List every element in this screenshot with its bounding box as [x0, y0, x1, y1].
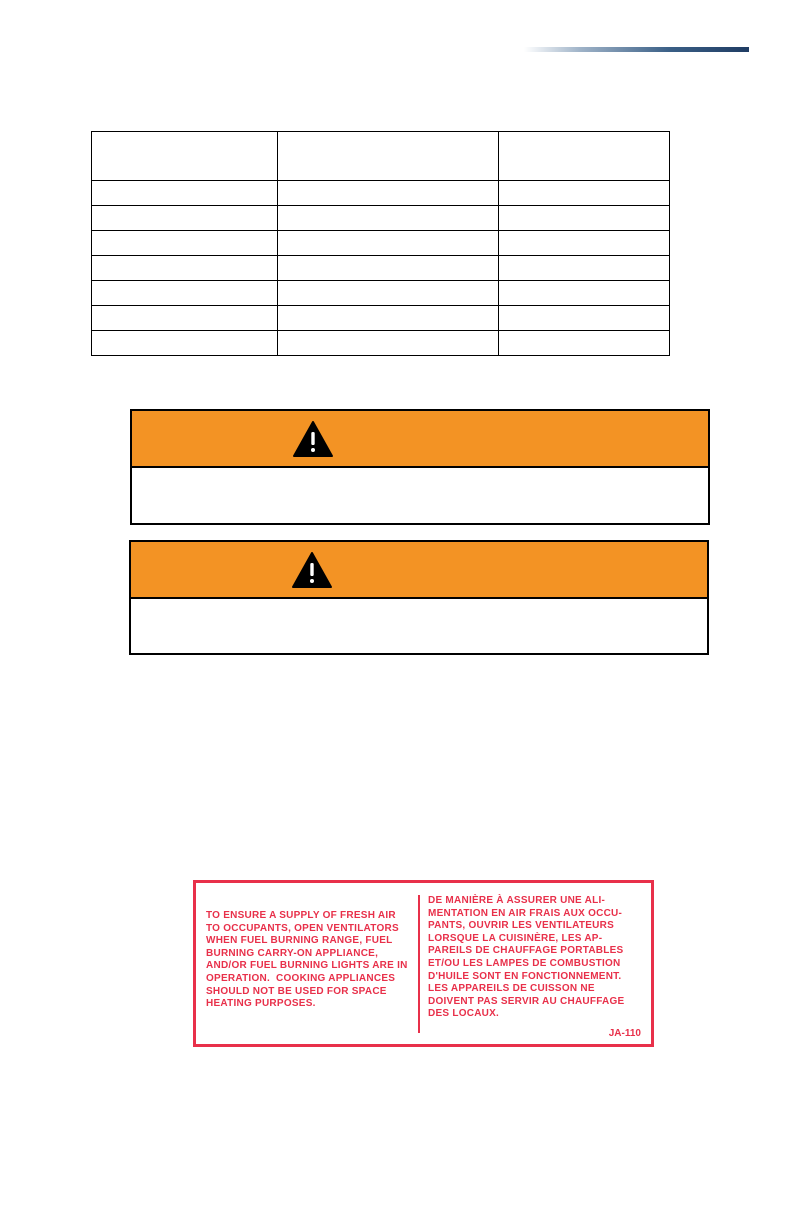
warning-header	[131, 542, 707, 599]
table-cell	[499, 331, 670, 356]
spec-table	[91, 131, 670, 356]
table-row	[92, 331, 670, 356]
ventilation-warning-label	[193, 880, 654, 1047]
label-code: JA-110	[608, 1028, 641, 1039]
warning-box	[129, 540, 709, 655]
warning-triangle-icon	[291, 551, 333, 589]
warning-triangle-icon	[292, 420, 334, 458]
label-french-text: DE MANIÈRE À ASSURER UNE ALI- MENTATION EN AIR FRAIS AUX OCCU- PANTS, OUVRIR LES VENTILATEURS LORSQUE LA CUISINÈRE, LES AP- PAREILS DE CHAUFFAGE PORTABLES ET/OU LES LAMPES DE COMBUSTION D'HUILE SONT EN FONCTIONNEMENT. LES APPAREILS DE CUISSON NE DOIVENT PAS SERVIR AU CHAUFFAGE DES LOCAUX.	[428, 895, 625, 1020]
table-cell	[499, 181, 670, 206]
table-cell	[92, 231, 278, 256]
table-header-row	[92, 132, 670, 181]
table-cell	[278, 206, 499, 231]
table-cell	[92, 306, 278, 331]
table-cell	[92, 256, 278, 281]
table-cell	[92, 281, 278, 306]
table-cell	[278, 306, 499, 331]
table-header-cell	[278, 132, 499, 181]
header-rule	[524, 47, 749, 52]
warning-header	[132, 411, 708, 468]
table-cell	[278, 331, 499, 356]
label-divider	[418, 895, 420, 1033]
table-cell	[278, 256, 499, 281]
table-cell	[92, 331, 278, 356]
table-header-cell	[499, 132, 670, 181]
table-row	[92, 206, 670, 231]
table-cell	[92, 181, 278, 206]
table-cell	[499, 206, 670, 231]
table-row	[92, 281, 670, 306]
label-english-text: TO ENSURE A SUPPLY OF FRESH AIR TO OCCUPANTS, OPEN VENTILATORS WHEN FUEL BURNING RANGE, FUEL BURNING CARRY-ON APPLIANCE, AND/OR FUEL BURNING LIGHTS ARE IN OPERATION. COOKING APPLIANCES SHOULD NOT BE USED FOR SPACE HEATING PURPOSES.	[206, 910, 408, 1010]
table-cell	[278, 181, 499, 206]
table-header-cell	[92, 132, 278, 181]
table-row	[92, 306, 670, 331]
table-cell	[92, 206, 278, 231]
table-cell	[499, 306, 670, 331]
table-cell	[278, 281, 499, 306]
table-cell	[499, 281, 670, 306]
table-cell	[499, 256, 670, 281]
table-row	[92, 256, 670, 281]
table-row	[92, 181, 670, 206]
table-row	[92, 231, 670, 256]
warning-box	[130, 409, 710, 525]
table-cell	[499, 231, 670, 256]
table-cell	[278, 231, 499, 256]
